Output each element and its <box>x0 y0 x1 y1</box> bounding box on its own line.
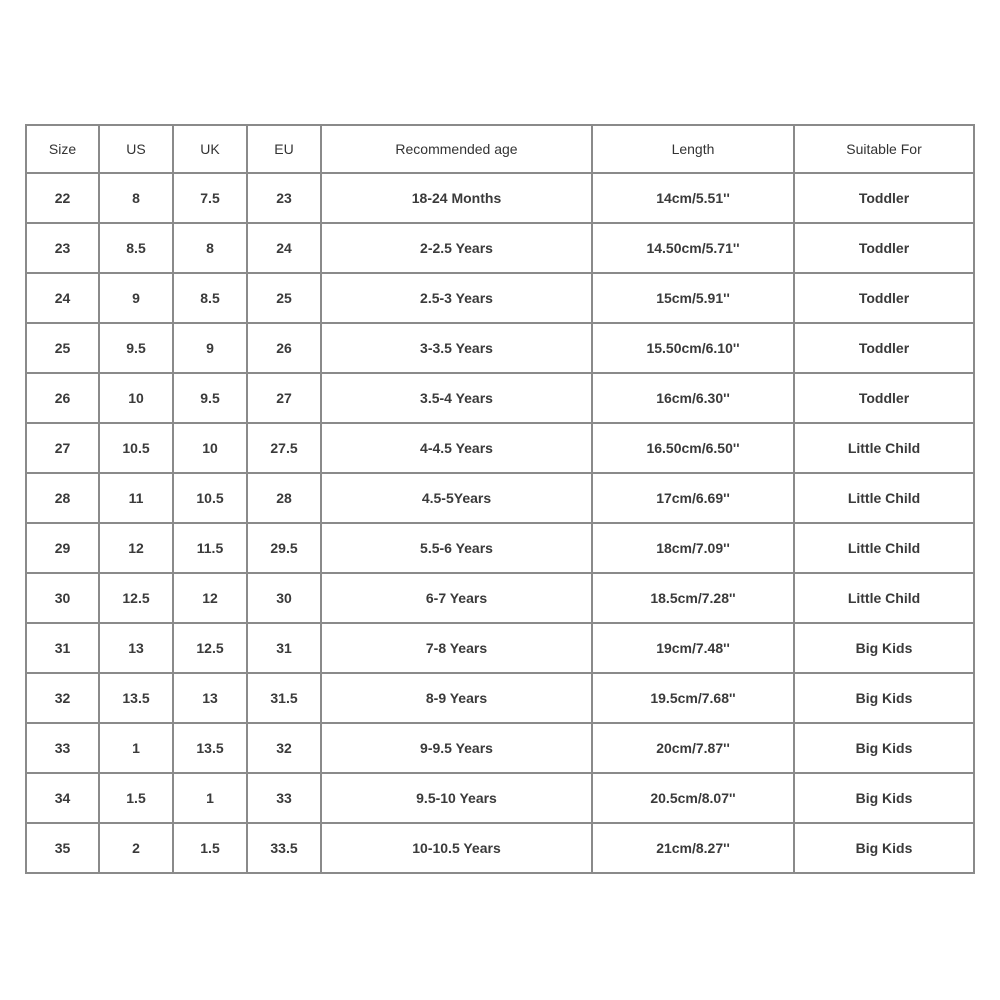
size-cell: 26 <box>25 374 100 424</box>
us-cell: 10 <box>100 374 174 424</box>
uk-cell: 1.5 <box>174 824 248 874</box>
uk-cell: 7.5 <box>174 174 248 224</box>
length-cell: 15cm/5.91'' <box>593 274 795 324</box>
recommended-age-cell: 3.5-4 Years <box>322 374 593 424</box>
header-recommended-age: Recommended age <box>322 124 593 174</box>
us-cell: 9 <box>100 274 174 324</box>
us-cell: 12 <box>100 524 174 574</box>
uk-cell: 13.5 <box>174 724 248 774</box>
header-uk: UK <box>174 124 248 174</box>
us-cell: 10.5 <box>100 424 174 474</box>
uk-cell: 10 <box>174 424 248 474</box>
table-row <box>25 824 975 874</box>
uk-cell: 1 <box>174 774 248 824</box>
uk-cell: 9 <box>174 324 248 374</box>
uk-cell: 8.5 <box>174 274 248 324</box>
header-us: US <box>100 124 174 174</box>
header-eu: EU <box>248 124 322 174</box>
size-cell: 32 <box>25 674 100 724</box>
size-cell: 27 <box>25 424 100 474</box>
table-row <box>25 424 975 474</box>
eu-cell: 29.5 <box>248 524 322 574</box>
table-row <box>25 574 975 624</box>
recommended-age-cell: 4-4.5 Years <box>322 424 593 474</box>
suitable-for-cell: Little Child <box>795 474 975 524</box>
suitable-for-cell: Big Kids <box>795 724 975 774</box>
eu-cell: 33.5 <box>248 824 322 874</box>
us-cell: 1 <box>100 724 174 774</box>
eu-cell: 33 <box>248 774 322 824</box>
suitable-for-cell: Big Kids <box>795 674 975 724</box>
table-row <box>25 174 975 224</box>
us-cell: 8 <box>100 174 174 224</box>
size-cell: 22 <box>25 174 100 224</box>
uk-cell: 11.5 <box>174 524 248 574</box>
size-cell: 30 <box>25 574 100 624</box>
recommended-age-cell: 7-8 Years <box>322 624 593 674</box>
suitable-for-cell: Big Kids <box>795 774 975 824</box>
eu-cell: 27.5 <box>248 424 322 474</box>
header-suitable-for: Suitable For <box>795 124 975 174</box>
table-row <box>25 774 975 824</box>
size-cell: 23 <box>25 224 100 274</box>
uk-cell: 12 <box>174 574 248 624</box>
recommended-age-cell: 10-10.5 Years <box>322 824 593 874</box>
header-row <box>25 124 975 174</box>
table-row <box>25 374 975 424</box>
eu-cell: 31 <box>248 624 322 674</box>
length-cell: 15.50cm/6.10'' <box>593 324 795 374</box>
length-cell: 18.5cm/7.28'' <box>593 574 795 624</box>
uk-cell: 10.5 <box>174 474 248 524</box>
us-cell: 11 <box>100 474 174 524</box>
suitable-for-cell: Big Kids <box>795 824 975 874</box>
header-length: Length <box>593 124 795 174</box>
length-cell: 17cm/6.69'' <box>593 474 795 524</box>
recommended-age-cell: 5.5-6 Years <box>322 524 593 574</box>
eu-cell: 27 <box>248 374 322 424</box>
recommended-age-cell: 2.5-3 Years <box>322 274 593 324</box>
recommended-age-cell: 4.5-5Years <box>322 474 593 524</box>
length-cell: 20cm/7.87'' <box>593 724 795 774</box>
table-row <box>25 724 975 774</box>
eu-cell: 28 <box>248 474 322 524</box>
length-cell: 14cm/5.51'' <box>593 174 795 224</box>
us-cell: 13 <box>100 624 174 674</box>
suitable-for-cell: Toddler <box>795 274 975 324</box>
length-cell: 16cm/6.30'' <box>593 374 795 424</box>
table-header <box>25 124 975 174</box>
size-cell: 28 <box>25 474 100 524</box>
size-cell: 35 <box>25 824 100 874</box>
length-cell: 21cm/8.27'' <box>593 824 795 874</box>
recommended-age-cell: 6-7 Years <box>322 574 593 624</box>
us-cell: 12.5 <box>100 574 174 624</box>
size-cell: 29 <box>25 524 100 574</box>
length-cell: 19cm/7.48'' <box>593 624 795 674</box>
length-cell: 14.50cm/5.71'' <box>593 224 795 274</box>
table-body <box>25 174 975 874</box>
suitable-for-cell: Big Kids <box>795 624 975 674</box>
length-cell: 16.50cm/6.50'' <box>593 424 795 474</box>
eu-cell: 23 <box>248 174 322 224</box>
table-row <box>25 324 975 374</box>
size-cell: 31 <box>25 624 100 674</box>
eu-cell: 31.5 <box>248 674 322 724</box>
suitable-for-cell: Little Child <box>795 524 975 574</box>
recommended-age-cell: 8-9 Years <box>322 674 593 724</box>
suitable-for-cell: Toddler <box>795 374 975 424</box>
uk-cell: 9.5 <box>174 374 248 424</box>
length-cell: 19.5cm/7.68'' <box>593 674 795 724</box>
suitable-for-cell: Toddler <box>795 324 975 374</box>
table-row <box>25 274 975 324</box>
recommended-age-cell: 3-3.5 Years <box>322 324 593 374</box>
table-row <box>25 674 975 724</box>
uk-cell: 13 <box>174 674 248 724</box>
us-cell: 13.5 <box>100 674 174 724</box>
uk-cell: 12.5 <box>174 624 248 674</box>
size-cell: 25 <box>25 324 100 374</box>
uk-cell: 8 <box>174 224 248 274</box>
eu-cell: 25 <box>248 274 322 324</box>
suitable-for-cell: Toddler <box>795 224 975 274</box>
table-row <box>25 224 975 274</box>
table-row <box>25 624 975 674</box>
size-cell: 33 <box>25 724 100 774</box>
recommended-age-cell: 18-24 Months <box>322 174 593 224</box>
eu-cell: 24 <box>248 224 322 274</box>
header-size: Size <box>25 124 100 174</box>
eu-cell: 30 <box>248 574 322 624</box>
size-cell: 34 <box>25 774 100 824</box>
recommended-age-cell: 9.5-10 Years <box>322 774 593 824</box>
us-cell: 9.5 <box>100 324 174 374</box>
eu-cell: 32 <box>248 724 322 774</box>
suitable-for-cell: Little Child <box>795 574 975 624</box>
us-cell: 2 <box>100 824 174 874</box>
us-cell: 8.5 <box>100 224 174 274</box>
length-cell: 20.5cm/8.07'' <box>593 774 795 824</box>
recommended-age-cell: 2-2.5 Years <box>322 224 593 274</box>
recommended-age-cell: 9-9.5 Years <box>322 724 593 774</box>
suitable-for-cell: Toddler <box>795 174 975 224</box>
suitable-for-cell: Little Child <box>795 424 975 474</box>
us-cell: 1.5 <box>100 774 174 824</box>
table-row <box>25 524 975 574</box>
eu-cell: 26 <box>248 324 322 374</box>
size-cell: 24 <box>25 274 100 324</box>
table-row <box>25 474 975 524</box>
size-chart-table <box>25 124 975 874</box>
length-cell: 18cm/7.09'' <box>593 524 795 574</box>
